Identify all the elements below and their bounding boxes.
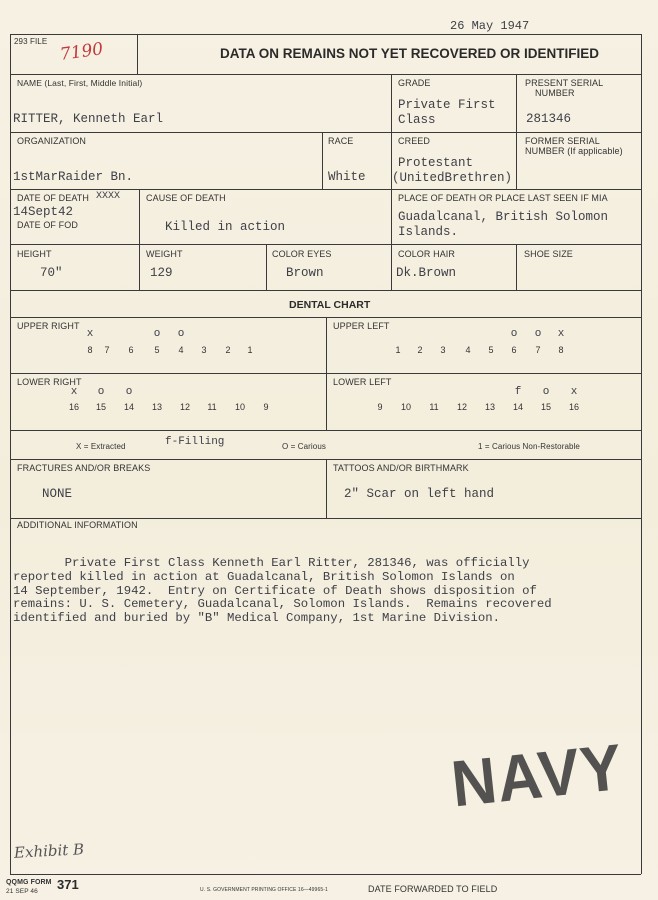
upper-right-mark-4: o [177,328,185,340]
lower-left-mark-14: f [514,386,522,398]
upper-right-mark-8: x [86,328,94,340]
upper-right-tooth-6: 6 [128,345,134,355]
tattoos-value: 2" Scar on left hand [344,487,495,501]
upper-left-tooth-6: 6 [511,345,517,355]
handwritten-exhibit-note: Exhibit B [13,840,85,862]
date-of-fod-label: DATE OF FOD [17,220,78,230]
lower-left-tooth-10: 10 [400,402,411,412]
date-of-death-overstrike: XXXX [96,191,121,202]
upper-left-tooth-5: 5 [488,345,494,355]
gpo-line: U. S. GOVERNMENT PRINTING OFFICE 16—49965-1 [200,887,328,893]
legend-filling: f-Filling [165,436,225,448]
date-of-death-value: 14Sept42 [13,205,74,219]
name-value: RITTER, Kenneth Earl [13,112,164,126]
height-value: 70" [40,266,63,280]
lower-right-tooth-15: 15 [95,402,106,412]
dental-chart-title: DENTAL CHART [289,299,371,311]
height-label: HEIGHT [17,249,52,259]
additional-line-5: identified and buried by "B" Medical Company, 1st Marine Division. [13,611,501,626]
grade-value-1: Private First [398,98,496,112]
lower-right-tooth-16: 16 [68,402,79,412]
upper-right-label: UPPER RIGHT [17,321,80,331]
creed-value-1: Protestant [398,156,474,170]
place-of-death-value-2: Islands. [398,225,459,239]
legend-extracted: X = Extracted [76,442,126,451]
serial-label-1: PRESENT SERIAL [525,78,604,88]
form-title: DATA ON REMAINS NOT YET RECOVERED OR IDENTIFIED [220,46,600,61]
upper-left-tooth-1: 1 [395,345,401,355]
additional-line-3: 14 September, 1942. Entry on Certificate of Death shows disposition of [13,583,537,598]
form-date: 21 SEP 46 [6,888,38,895]
weight-label: WEIGHT [146,249,183,259]
tattoos-label: TATTOOS AND/OR BIRTHMARK [333,463,469,473]
lower-right-tooth-9: 9 [263,402,269,412]
upper-left-mark-6: o [510,328,518,340]
upper-left-label: UPPER LEFT [333,321,390,331]
lower-right-label: LOWER RIGHT [17,377,82,387]
navy-stamp: NAVY [448,731,627,822]
upper-right-tooth-5: 5 [154,345,160,355]
file-number-handwritten: 7190 [58,39,105,65]
upper-right-tooth-2: 2 [225,345,231,355]
upper-left-tooth-4: 4 [465,345,471,355]
legend-carious: O = Carious [282,442,327,451]
lower-left-tooth-16: 16 [568,402,579,412]
creed-label: CREED [398,136,431,146]
upper-right-tooth-4: 4 [178,345,184,355]
color-hair-label: COLOR HAIR [398,249,456,259]
grade-value-2: Class [398,113,436,127]
lower-left-tooth-14: 14 [512,402,523,412]
lower-left-tooth-15: 15 [540,402,551,412]
additional-line-2: reported killed in action at Guadalcanal, British Solomon Islands on [13,569,515,584]
form-number: 371 [57,877,79,892]
lower-right-tooth-14: 14 [123,402,134,412]
lower-right-mark-14: o [125,386,133,398]
lower-left-mark-15: o [542,386,550,398]
lower-left-tooth-11: 11 [429,402,439,412]
lower-right-tooth-10: 10 [234,402,245,412]
lower-right-tooth-13: 13 [151,402,162,412]
lower-right-mark-15: o [97,386,105,398]
serial-label-2: NUMBER [535,88,575,98]
upper-left-tooth-8: 8 [558,345,564,355]
upper-left-mark-7: o [534,328,542,340]
upper-left-mark-8: x [557,328,565,340]
serial-value: 281346 [526,112,572,126]
fractures-label: FRACTURES AND/OR BREAKS [17,463,151,473]
grade-label: GRADE [398,78,431,88]
upper-left-tooth-3: 3 [440,345,446,355]
race-value: White [328,170,366,184]
upper-right-tooth-3: 3 [201,345,207,355]
upper-right-mark-5: o [153,328,161,340]
additional-info-text [13,557,552,626]
additional-line-4: remains: U. S. Cemetery, Guadalcanal, Solomon Islands. Remains recovered [13,597,552,612]
lower-left-tooth-9: 9 [377,402,383,412]
file-label: 293 FILE [14,37,48,46]
lower-left-tooth-12: 12 [456,402,467,412]
date-stamp: 26 May 1947 [450,19,530,33]
lower-right-tooth-11: 11 [207,402,217,412]
fractures-value: NONE [42,487,73,501]
upper-right-tooth-8: 8 [87,345,93,355]
former-serial-label-1: FORMER SERIAL [525,136,600,146]
form-name: QQMG FORM [6,879,52,886]
organization-value: 1stMarRaider Bn. [13,170,134,184]
lower-right-tooth-12: 12 [179,402,190,412]
date-of-death-label: DATE OF DEATH [17,193,89,203]
place-of-death-label: PLACE OF DEATH OR PLACE LAST SEEN IF MIA [398,193,608,203]
place-of-death-value-1: Guadalcanal, British Solomon [398,210,609,224]
color-eyes-value: Brown [286,266,324,280]
lower-left-label: LOWER LEFT [333,377,392,387]
lower-left-mark-16: x [570,386,578,398]
race-label: RACE [328,136,354,146]
color-hair-value: Dk.Brown [396,266,457,280]
name-label: NAME (Last, First, Middle Initial) [17,78,143,88]
upper-left-tooth-7: 7 [535,345,541,355]
shoe-size-label: SHOE SIZE [524,249,573,259]
upper-right-tooth-1: 1 [247,345,253,355]
upper-left-tooth-2: 2 [417,345,423,355]
additional-line-1: Private First Class Kenneth Earl Ritter, 281346, was officially [13,556,530,570]
upper-right-tooth-7: 7 [104,345,110,355]
lower-right-mark-16: x [70,386,78,398]
cause-of-death-label: CAUSE OF DEATH [146,193,226,203]
cause-of-death-value: Killed in action [165,220,286,234]
lower-left-tooth-13: 13 [484,402,495,412]
legend-non-restorable: 1 = Carious Non-Restorable [478,442,580,451]
organization-label: ORGANIZATION [17,136,87,146]
creed-value-2: (UnitedBrethren) [392,171,513,185]
former-serial-label-2: NUMBER (If applicable) [525,146,623,156]
additional-info-label: ADDITIONAL INFORMATION [17,520,138,530]
weight-value: 129 [150,266,173,280]
date-forwarded-label: DATE FORWARDED TO FIELD [368,884,498,894]
color-eyes-label: COLOR EYES [272,249,332,259]
